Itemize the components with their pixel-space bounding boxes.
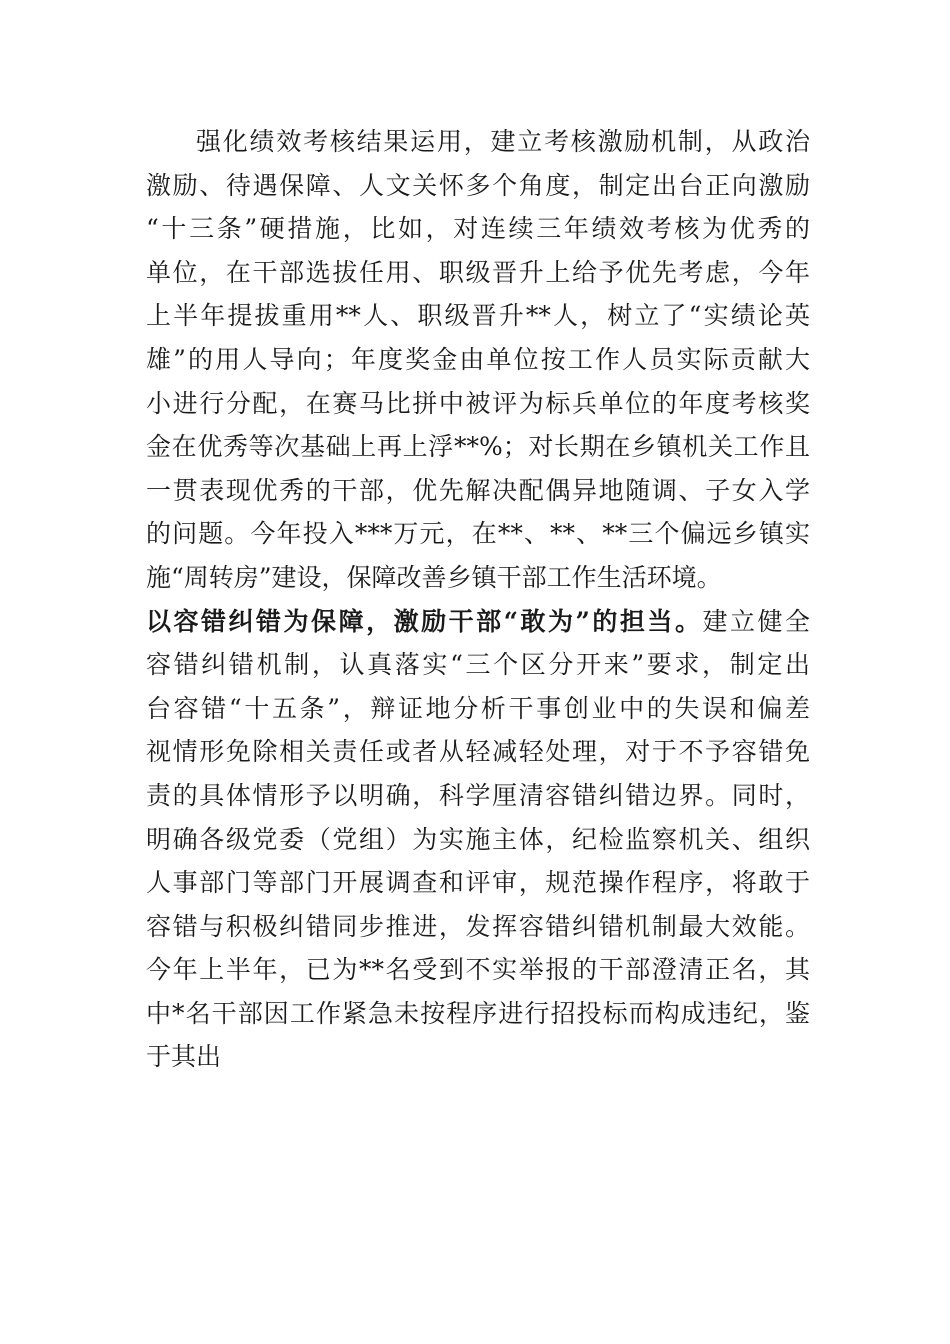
text-line: 的问题。今年投入***万元，在**、**、**三个偏远乡镇实 <box>146 519 810 549</box>
text-line: 容错与积极纠错同步推进，发挥容错纠错机制最大效能。 <box>146 911 810 941</box>
text-line: “十三条”硬措施，比如，对连续三年绩效考核为优秀的 <box>146 214 810 244</box>
heading-line-continuation: 建立健全 <box>702 606 810 636</box>
text-line: 中*名干部因工作紧急未按程序进行招投标而构成违纪，鉴 <box>146 998 810 1028</box>
text-line: 人事部门等部门开展调查和评审，规范操作程序，将敢于 <box>146 868 810 898</box>
text-line: 容错纠错机制，认真落实“三个区分开来”要求，制定出 <box>146 650 810 680</box>
text-line: 雄”的用人导向；年度奖金由单位按工作人员实际贡献大 <box>146 344 810 374</box>
text-line: 上半年提拔重用**人、职级晋升**人，树立了“实绩论英 <box>146 301 810 331</box>
text-line: 强化绩效考核结果运用，建立考核激励机制，从政治 <box>196 127 810 156</box>
text-line: 小进行分配，在赛马比拼中被评为标兵单位的年度考核奖 <box>146 388 810 418</box>
document-body <box>146 120 810 1079</box>
text-line: 金在优秀等次基础上再上浮**%；对长期在乡镇机关工作且 <box>146 432 810 462</box>
text-line: 视情形免除相关责任或者从轻减轻处理，对于不予容错免 <box>146 737 810 767</box>
text-line: 施“周转房”建设，保障改善乡镇干部工作生活环境。 <box>146 562 722 592</box>
text-line: 激励、待遇保障、人文关怀多个角度，制定出台正向激励 <box>146 170 810 200</box>
text-line: 台容错“十五条”，辩证地分析干事创业中的失误和偏差 <box>146 693 810 723</box>
section-heading: 以容错纠错为保障，激励干部“敢为”的担当。 <box>146 606 703 636</box>
text-line: 于其出 <box>146 1042 222 1072</box>
paragraph-performance-incentives <box>146 120 810 600</box>
text-line: 单位，在干部选拔任用、职级晋升上给予优先考虑，今年 <box>146 257 810 287</box>
text-line: 一贯表现优秀的干部，优先解决配偶异地随调、子女入学 <box>146 475 810 505</box>
text-line: 明确各级党委（党组）为实施主体，纪检监察机关、组织 <box>146 824 810 854</box>
text-line: 今年上半年，已为**名受到不实举报的干部澄清正名，其 <box>146 955 810 985</box>
text-line <box>146 600 810 644</box>
paragraph-error-tolerance <box>146 600 810 1080</box>
text-line: 责的具体情形予以明确，科学厘清容错纠错边界。同时， <box>146 780 810 810</box>
